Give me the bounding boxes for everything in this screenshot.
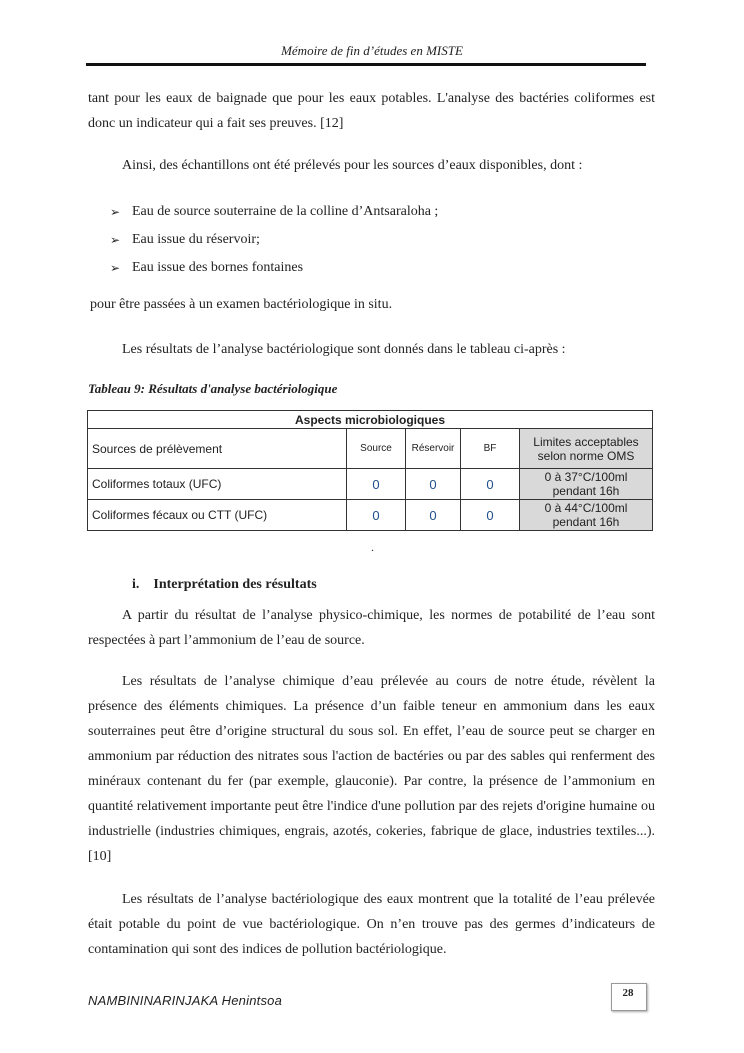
paragraph-2: Ainsi, des échantillons ont été prélevés pour les sources d’eaux disponibles, dont : bbox=[122, 158, 583, 173]
table-row bbox=[88, 500, 653, 531]
row-label: Coliformes fécaux ou CTT (UFC) bbox=[88, 500, 347, 531]
header-limits: Limites acceptables selon norme OMS bbox=[520, 429, 653, 469]
table-caption: Tableau 9: Résultats d'analyse bactériologique bbox=[88, 381, 338, 396]
paragraph-1: tant pour les eaux de baignade que pour les eaux potables. L'analyse des bactéries coliformes est donc un indicateur qui a fait ses preuves. [12] bbox=[88, 91, 655, 131]
list-item-text: Eau issue des bornes fontaines bbox=[132, 260, 304, 275]
bullet-list bbox=[110, 198, 438, 282]
cell-reservoir: 0 bbox=[406, 469, 461, 500]
table-header-row bbox=[88, 429, 653, 469]
header-sources: Sources de prélèvement bbox=[88, 429, 347, 469]
table-row bbox=[88, 469, 653, 500]
cell-bf: 0 bbox=[461, 469, 520, 500]
header-rule bbox=[86, 63, 646, 66]
arrow-bullet-icon: ➢ bbox=[110, 233, 121, 247]
cell-reservoir: 0 bbox=[406, 500, 461, 531]
header-bf: BF bbox=[461, 429, 520, 469]
paragraph-4: Les résultats de l’analyse bactériologique sont donnés dans le tableau ci-après : bbox=[122, 342, 566, 357]
results-table bbox=[87, 410, 653, 531]
section-heading bbox=[132, 577, 317, 593]
cell-source: 0 bbox=[347, 469, 406, 500]
paragraph-6: Les résultats de l’analyse chimique d’eau prélevée au cours de notre étude, révèlent la présence des éléments chimiques. La présence d’un faible teneur en ammonium dans les eaux souterraines peut être d’origine structural du sous sol. En effet, l’eau de source peut se charger en ammonium par réduction des nitrates sous l'action de bactéries ou par des sables qui renferment des minéraux contenant du fer (par exemple, glauconie). Par contre, la présence de l’ammonium en quantité relativement importante peut être l'indice d'une pollution par des rejets d'origine humaine ou industrielle (industries chimiques, engrais, azotés, cokeries, fabrique de glace, industries textiles...). [10] bbox=[88, 674, 655, 864]
list-item-text: Eau de source souterraine de la colline d’Antsaraloha ; bbox=[132, 204, 439, 219]
page-number: 28 bbox=[622, 987, 634, 999]
table-dot: . bbox=[371, 540, 374, 554]
cell-limit: 0 à 37°C/100ml pendant 16h bbox=[520, 469, 653, 500]
header-reservoir: Réservoir bbox=[406, 429, 461, 469]
paragraph-3: pour être passées à un examen bactériologique in situ. bbox=[90, 297, 393, 312]
arrow-bullet-icon: ➢ bbox=[110, 205, 121, 219]
header-source: Source bbox=[347, 429, 406, 469]
list-item bbox=[110, 198, 438, 226]
cell-bf: 0 bbox=[461, 500, 520, 531]
list-item bbox=[110, 226, 438, 254]
row-label: Coliformes totaux (UFC) bbox=[88, 469, 347, 500]
cell-limit: 0 à 44°C/100ml pendant 16h bbox=[520, 500, 653, 531]
footer-author: NAMBININARINJAKA Henintsoa bbox=[88, 993, 282, 1008]
section-numeral: i. bbox=[132, 577, 140, 592]
cell-source: 0 bbox=[347, 500, 406, 531]
section-title: Interprétation des résultats bbox=[153, 577, 317, 592]
table-top-header: Aspects microbiologiques bbox=[88, 411, 653, 429]
running-header: Mémoire de fin d’études en MISTE bbox=[281, 43, 463, 58]
list-item bbox=[110, 254, 438, 282]
paragraph-5: A partir du résultat de l’analyse physico-chimique, les normes de potabilité de l’eau sont respectées à part l’ammonium de l’eau de source. bbox=[88, 608, 655, 648]
list-item-text: Eau issue du réservoir; bbox=[132, 232, 260, 247]
arrow-bullet-icon: ➢ bbox=[110, 261, 121, 275]
paragraph-7: Les résultats de l’analyse bactériologique des eaux montrent que la totalité de l’eau prélevée était potable du point de vue bactériologique. On n’en trouve pas des germes d’indicateurs de contamination qui sont des indices de pollution bactériologique. bbox=[88, 892, 655, 957]
